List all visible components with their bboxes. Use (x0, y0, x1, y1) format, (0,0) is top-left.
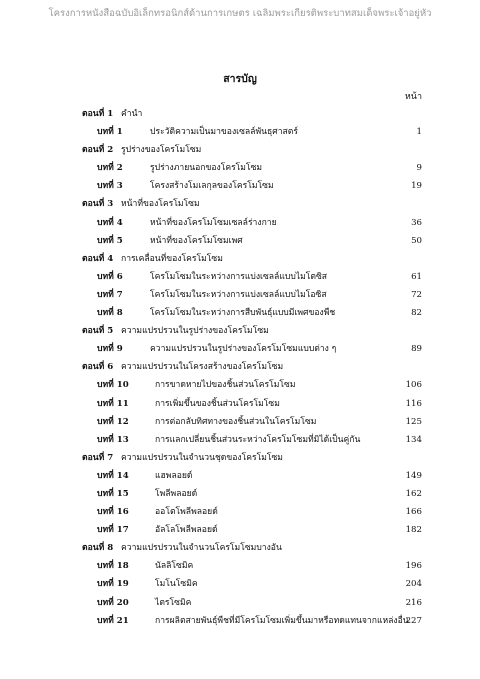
chapter-title: หน้าที่ของโครโมโซมเพศ (150, 235, 243, 246)
chapter-title: โพลีพลอยด์ (155, 488, 198, 499)
chapter-number: บทที่ 11 (97, 398, 129, 409)
part-number: ตอนที่ 5 (82, 326, 114, 337)
chapter-number: บทที่ 20 (97, 597, 129, 608)
chapter-number: บทที่ 5 (97, 235, 123, 246)
chapter-number: บทที่ 16 (97, 507, 129, 518)
page-number: 125 (405, 416, 422, 427)
toc-part-row[interactable] (0, 322, 480, 340)
toc-chapter-row[interactable] (0, 503, 480, 521)
toc-chapter-row[interactable] (0, 304, 480, 322)
chapter-title: นัลลิโซมิค (155, 561, 194, 572)
chapter-title: การเพิ่มขึ้นของชิ้นส่วนโครโมโซม (155, 398, 280, 409)
chapter-number: บทที่ 10 (97, 380, 129, 391)
toc-chapter-row[interactable] (0, 521, 480, 539)
toc-part-row[interactable] (0, 539, 480, 557)
toc-chapter-row[interactable] (0, 286, 480, 304)
part-number: ตอนที่ 6 (82, 362, 114, 373)
toc-part-row[interactable] (0, 141, 480, 159)
page-number: 82 (411, 308, 422, 319)
chapter-title: การผลิตสายพันธุ์พืชที่มีโครโมโซมเพิ่มขึ้นมาหรือทดแทนจากแหล่งอื่น (155, 615, 409, 626)
part-title: รูปร่างของโครโมโซม (121, 145, 202, 156)
part-number: ตอนที่ 1 (82, 109, 114, 119)
chapter-title: การต่อกลับทิศทางของชิ้นส่วนในโครโมโซม (155, 416, 317, 427)
chapter-number: บทที่ 12 (97, 416, 129, 427)
chapter-number: บทที่ 21 (97, 615, 129, 626)
toc-chapter-row[interactable] (0, 214, 480, 232)
toc-chapter-row[interactable] (0, 268, 480, 286)
toc-chapter-row[interactable] (0, 467, 480, 485)
chapter-number: บทที่ 8 (97, 308, 123, 319)
page-number: 204 (405, 579, 422, 590)
part-number: ตอนที่ 7 (82, 452, 114, 463)
page-number: 50 (411, 235, 422, 246)
page-number: 61 (411, 271, 422, 282)
chapter-number: บทที่ 19 (97, 579, 129, 590)
chapter-number: บทที่ 3 (97, 181, 123, 192)
chapter-title: ความแปรปรวนในรูปร่างของโครโมโซมแบบต่าง ๆ (150, 344, 337, 355)
chapter-number: บทที่ 6 (97, 271, 123, 282)
toc-chapter-row[interactable] (0, 575, 480, 593)
page-number: 149 (405, 470, 422, 481)
toc-chapter-row[interactable] (0, 123, 480, 141)
toc-chapter-row[interactable] (0, 232, 480, 250)
page-number: 1 (416, 127, 422, 138)
toc-chapter-row[interactable] (0, 376, 480, 394)
part-title: ความแปรปรวนในจำนวนชุดของโครโมโซม (121, 452, 283, 463)
page-number: 227 (405, 615, 422, 626)
chapter-title: โครโมโซมในระหว่างการแบ่งเซลล์แบบไมโตซิส (150, 271, 328, 282)
page-number: 216 (405, 597, 422, 608)
part-title: การเคลื่อนที่ของโครโมโซม (121, 253, 223, 264)
chapter-title: โครโมโซมในระหว่างการแบ่งเซลล์แบบไมโอซิส (150, 289, 327, 300)
page-number: 106 (405, 380, 422, 391)
toc-chapter-row[interactable] (0, 594, 480, 612)
chapter-title: โครงสร้างโมเลกุลของโครโมโซม (150, 181, 274, 192)
chapter-number: บทที่ 7 (97, 289, 123, 300)
page-number: 72 (411, 289, 422, 300)
part-number: ตอนที่ 4 (82, 253, 114, 264)
chapter-title: ไตรโซมิค (155, 597, 192, 608)
page-number: 162 (405, 488, 422, 499)
page-number: 89 (411, 344, 422, 355)
chapter-number: บทที่ 9 (97, 344, 123, 355)
page-column-label: หน้า (404, 92, 422, 102)
chapter-title: หน้าที่ของโครโมโซมเซลล์ร่างกาย (150, 217, 277, 228)
page-number: 116 (405, 398, 422, 409)
chapter-title: การขาดหายไปของชิ้นส่วนโครโมโซม (155, 380, 296, 391)
part-title: หน้าที่ของโครโมโซม (121, 199, 200, 210)
toc-chapter-row[interactable] (0, 431, 480, 449)
toc-chapter-row[interactable] (0, 413, 480, 431)
page-header: โครงการหนังสือฉบับอิเล็กทรอนิกส์ด้านการเกษตร เฉลิมพระเกียรติพระบาทสมเด็จพระเจ้าอยู่หัว (48, 8, 432, 19)
toc-chapter-row[interactable] (0, 612, 480, 630)
part-title: ความแปรปรวนในโครงสร้างของโครโมโซม (121, 362, 284, 373)
chapter-title: ประวัติความเป็นมาของเซลล์พันธุศาสตร์ (150, 127, 298, 138)
page-number: 9 (416, 163, 422, 174)
chapter-title: โครโมโซมในระหว่างการสืบพันธุ์แบบมีเพศของพืช (150, 308, 336, 319)
chapter-number: บทที่ 4 (97, 217, 123, 228)
toc-part-row[interactable] (0, 358, 480, 376)
chapter-title: แฮพลอยด์ (155, 470, 193, 481)
chapter-number: บทที่ 17 (97, 525, 129, 536)
chapter-number: บทที่ 14 (97, 470, 129, 481)
chapter-number: บทที่ 1 (97, 127, 123, 138)
toc-chapter-row[interactable] (0, 159, 480, 177)
part-title: ความแปรปรวนในจำนวนโครโมโซมบางอัน (121, 543, 282, 554)
toc-chapter-row[interactable] (0, 395, 480, 413)
chapter-title: โมโนโซมิค (155, 579, 198, 590)
toc-part-row[interactable] (0, 195, 480, 213)
part-title: ความแปรปรวนในรูปร่างของโครโมโซม (121, 326, 269, 337)
page-number: 134 (405, 434, 422, 445)
chapter-title: ออโตโพลีพลอยด์ (155, 507, 218, 518)
part-number: ตอนที่ 8 (82, 543, 114, 554)
chapter-title: รูปร่างภายนอกของโครโมโซม (150, 163, 263, 174)
toc-chapter-row[interactable] (0, 485, 480, 503)
part-number: ตอนที่ 2 (82, 145, 114, 156)
page-number: 36 (411, 217, 422, 228)
chapter-title: การแลกเปลี่ยนชิ้นส่วนระหว่างโครโมโซมที่มิได้เป็นคู่กัน (155, 434, 361, 445)
page-number: 19 (411, 181, 422, 192)
page-title: สารบัญ (223, 73, 257, 85)
chapter-title: อัลโลโพลีพลอยด์ (155, 525, 218, 536)
toc-chapter-row[interactable] (0, 177, 480, 195)
toc-chapter-row[interactable] (0, 557, 480, 575)
toc-part-row[interactable] (0, 250, 480, 268)
page-number: 182 (405, 525, 422, 536)
toc-part-row[interactable] (0, 105, 480, 123)
toc-chapter-row[interactable] (0, 340, 480, 358)
chapter-number: บทที่ 18 (97, 561, 129, 572)
page-number: 166 (405, 507, 422, 518)
chapter-number: บทที่ 2 (97, 163, 123, 174)
chapter-number: บทที่ 13 (97, 434, 129, 445)
toc-part-row[interactable] (0, 449, 480, 467)
part-number: ตอนที่ 3 (82, 199, 114, 210)
chapter-number: บทที่ 15 (97, 488, 129, 499)
table-of-contents (0, 105, 480, 630)
part-title: คำนำ (121, 109, 143, 119)
page-number: 196 (405, 561, 422, 572)
